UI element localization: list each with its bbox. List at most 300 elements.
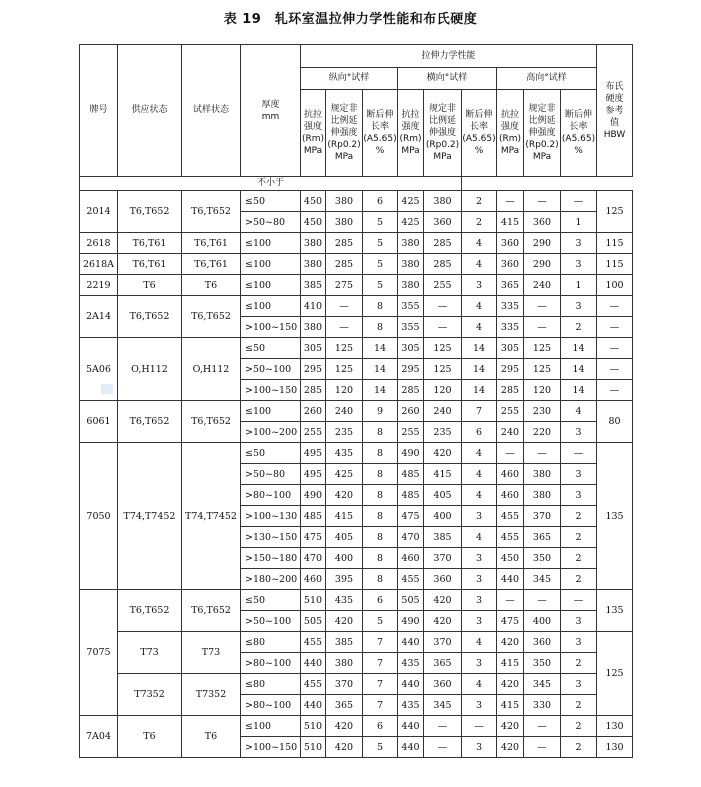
cell-high-rp: 380 bbox=[524, 485, 561, 506]
cell-long-rp: 275 bbox=[326, 275, 363, 296]
cell-high-rp: 230 bbox=[524, 401, 561, 422]
cell-high-a: — bbox=[561, 590, 597, 611]
cell-trans-rp: 360 bbox=[424, 569, 462, 590]
cell-trans-rp: 125 bbox=[424, 359, 462, 380]
cell-hbw: 125 bbox=[597, 632, 633, 716]
cell-trans-a: 14 bbox=[462, 380, 497, 401]
cell-supply-state: T6,T61 bbox=[118, 233, 182, 254]
cell-trans-a: 3 bbox=[462, 275, 497, 296]
cell-high-rm: 285 bbox=[497, 380, 524, 401]
cell-thickness: >130~150 bbox=[241, 527, 301, 548]
cell-high-rm: — bbox=[497, 191, 524, 212]
cell-long-a: 8 bbox=[363, 317, 398, 338]
cell-long-rm: 490 bbox=[301, 485, 326, 506]
cell-trans-a: 3 bbox=[462, 653, 497, 674]
table-row bbox=[80, 632, 633, 653]
cell-high-a: 2 bbox=[561, 548, 597, 569]
cell-high-rm: 460 bbox=[497, 485, 524, 506]
cell-thickness: >80~100 bbox=[241, 695, 301, 716]
cell-long-rm: 450 bbox=[301, 191, 326, 212]
cell-high-rm: 420 bbox=[497, 632, 524, 653]
table-row bbox=[80, 716, 633, 737]
cell-long-a: 8 bbox=[363, 296, 398, 317]
cell-high-rm: 255 bbox=[497, 401, 524, 422]
cell-high-rm: 305 bbox=[497, 338, 524, 359]
header-high: 高向°试样 bbox=[497, 68, 597, 90]
cell-long-rm: 440 bbox=[301, 695, 326, 716]
cell-long-rm: 295 bbox=[301, 359, 326, 380]
cell-long-rp: 435 bbox=[326, 590, 363, 611]
cell-long-a: 6 bbox=[363, 716, 398, 737]
cell-long-rm: 505 bbox=[301, 611, 326, 632]
cell-high-rm: 420 bbox=[497, 674, 524, 695]
cell-grade: 7A04 bbox=[80, 716, 118, 758]
header-longitudinal: 纵向°试样 bbox=[301, 68, 398, 90]
cell-high-rm: 415 bbox=[497, 653, 524, 674]
cell-grade: 7050 bbox=[80, 443, 118, 590]
header-rp: 规定非 比例延 伸强度 (Rp0.2) MPa bbox=[424, 90, 462, 177]
cell-high-rm: 450 bbox=[497, 548, 524, 569]
table-row bbox=[80, 338, 633, 359]
cell-long-rm: 380 bbox=[301, 233, 326, 254]
cell-trans-a: 3 bbox=[462, 506, 497, 527]
cell-grade: 2014 bbox=[80, 191, 118, 233]
cell-trans-rm: 380 bbox=[398, 275, 424, 296]
cell-long-a: 6 bbox=[363, 191, 398, 212]
cell-thickness: ≤100 bbox=[241, 296, 301, 317]
header-specimen: 试样状态 bbox=[182, 45, 241, 177]
cell-long-a: 7 bbox=[363, 674, 398, 695]
cell-long-a: 8 bbox=[363, 506, 398, 527]
cell-specimen-state: T6,T652 bbox=[182, 590, 241, 632]
cell-long-a: 8 bbox=[363, 443, 398, 464]
cell-supply-state: T6,T61 bbox=[118, 254, 182, 275]
cell-trans-rm: 435 bbox=[398, 653, 424, 674]
not-less-than-label: 不小于 bbox=[80, 177, 462, 191]
header-rm: 抗拉 强度 (Rm) MPa bbox=[301, 90, 326, 177]
cell-high-a: 3 bbox=[561, 464, 597, 485]
header-hbw: 布氏 硬度 参考 值 HBW bbox=[597, 45, 633, 177]
cell-thickness: >100~150 bbox=[241, 737, 301, 758]
cell-trans-a: 14 bbox=[462, 359, 497, 380]
cell-thickness: >100~150 bbox=[241, 317, 301, 338]
cell-trans-rp: 240 bbox=[424, 401, 462, 422]
cell-trans-rm: 305 bbox=[398, 338, 424, 359]
cell-thickness: ≤100 bbox=[241, 401, 301, 422]
cell-trans-a: 3 bbox=[462, 737, 497, 758]
cell-long-rm: 255 bbox=[301, 422, 326, 443]
cell-trans-a: 4 bbox=[462, 443, 497, 464]
cell-grade: 7075 bbox=[80, 590, 118, 716]
cell-supply-state: T6,T652 bbox=[118, 401, 182, 443]
cell-long-a: 7 bbox=[363, 653, 398, 674]
cell-trans-a: 7 bbox=[462, 401, 497, 422]
cell-trans-a: 14 bbox=[462, 338, 497, 359]
cell-trans-rm: 490 bbox=[398, 443, 424, 464]
cell-high-a: 14 bbox=[561, 338, 597, 359]
cell-high-rp: 125 bbox=[524, 338, 561, 359]
cell-grade: 5A06 bbox=[80, 338, 118, 401]
header-thickness: 厚度 mm bbox=[241, 45, 301, 177]
cell-high-a: 1 bbox=[561, 275, 597, 296]
cell-trans-rm: 355 bbox=[398, 317, 424, 338]
cell-high-rm: 240 bbox=[497, 422, 524, 443]
cell-trans-rm: 255 bbox=[398, 422, 424, 443]
cell-thickness: >50~80 bbox=[241, 464, 301, 485]
cell-trans-rm: 440 bbox=[398, 716, 424, 737]
cell-specimen-state: O,H112 bbox=[182, 338, 241, 401]
cell-high-rm: — bbox=[497, 590, 524, 611]
cell-high-rp: — bbox=[524, 716, 561, 737]
header-rm: 抗拉 强度 (Rm) MPa bbox=[398, 90, 424, 177]
cell-long-rp: 420 bbox=[326, 716, 363, 737]
cell-high-rm: 360 bbox=[497, 233, 524, 254]
cell-high-rp: 360 bbox=[524, 212, 561, 233]
cell-hbw: 130 bbox=[597, 737, 633, 758]
cell-long-a: 8 bbox=[363, 485, 398, 506]
cell-long-rp: — bbox=[326, 296, 363, 317]
cell-long-rm: 495 bbox=[301, 443, 326, 464]
cell-specimen-state: T6,T652 bbox=[182, 401, 241, 443]
cell-high-rm: 440 bbox=[497, 569, 524, 590]
header-rp: 规定非 比例延 伸强度 (Rp0.2) MPa bbox=[326, 90, 363, 177]
cell-trans-a: 4 bbox=[462, 674, 497, 695]
cell-hbw: 135 bbox=[597, 590, 633, 632]
table-row bbox=[80, 191, 633, 212]
cell-trans-rm: 485 bbox=[398, 464, 424, 485]
header-rp: 规定非 比例延 伸强度 (Rp0.2) MPa bbox=[524, 90, 561, 177]
cell-specimen-state: T6,T652 bbox=[182, 191, 241, 233]
cell-thickness: ≤50 bbox=[241, 443, 301, 464]
header-a: 断后伸 长率 (A5.65) % bbox=[561, 90, 597, 177]
cell-long-rp: 380 bbox=[326, 212, 363, 233]
cell-high-rp: 350 bbox=[524, 653, 561, 674]
cell-long-a: 8 bbox=[363, 422, 398, 443]
cell-hbw: 115 bbox=[597, 233, 633, 254]
cell-hbw: 115 bbox=[597, 254, 633, 275]
cell-hbw: — bbox=[597, 317, 633, 338]
cell-long-rm: 440 bbox=[301, 653, 326, 674]
cell-high-rm: 295 bbox=[497, 359, 524, 380]
cell-high-a: 3 bbox=[561, 611, 597, 632]
cell-long-rp: 240 bbox=[326, 401, 363, 422]
cell-high-a: 2 bbox=[561, 569, 597, 590]
cell-trans-rp: — bbox=[424, 296, 462, 317]
cell-grade: 2219 bbox=[80, 275, 118, 296]
cell-high-a: 3 bbox=[561, 674, 597, 695]
cell-high-a: 3 bbox=[561, 254, 597, 275]
cell-long-rm: 260 bbox=[301, 401, 326, 422]
cell-high-a: 4 bbox=[561, 401, 597, 422]
cell-thickness: ≤100 bbox=[241, 233, 301, 254]
cell-thickness: >180~200 bbox=[241, 569, 301, 590]
cell-supply-state: T6 bbox=[118, 275, 182, 296]
cell-trans-rp: 120 bbox=[424, 380, 462, 401]
cell-trans-a: 4 bbox=[462, 233, 497, 254]
table-row bbox=[80, 233, 633, 254]
cell-trans-rm: 485 bbox=[398, 485, 424, 506]
header-supply: 供应状态 bbox=[118, 45, 182, 177]
cell-high-a: 14 bbox=[561, 380, 597, 401]
cell-long-rp: 125 bbox=[326, 359, 363, 380]
cell-long-a: 6 bbox=[363, 590, 398, 611]
cell-long-rp: 365 bbox=[326, 695, 363, 716]
cell-long-rp: 120 bbox=[326, 380, 363, 401]
cell-trans-rm: 470 bbox=[398, 527, 424, 548]
header-a: 断后伸 长率 (A5.65) % bbox=[462, 90, 497, 177]
cell-thickness: >50~100 bbox=[241, 359, 301, 380]
cell-specimen-state: T73 bbox=[182, 632, 241, 674]
cell-thickness: ≤50 bbox=[241, 590, 301, 611]
cell-thickness: >50~100 bbox=[241, 611, 301, 632]
cell-hbw: — bbox=[597, 380, 633, 401]
cell-trans-rm: 435 bbox=[398, 695, 424, 716]
cell-trans-rp: 285 bbox=[424, 233, 462, 254]
cell-trans-rp: 360 bbox=[424, 212, 462, 233]
cell-supply-state: T74,T7452 bbox=[118, 443, 182, 590]
cell-long-rp: 380 bbox=[326, 653, 363, 674]
cell-long-rm: 470 bbox=[301, 548, 326, 569]
cell-specimen-state: T6,T61 bbox=[182, 254, 241, 275]
cell-hbw: — bbox=[597, 296, 633, 317]
table-title: 表 19 轧环室温拉伸力学性能和布氏硬度 bbox=[223, 12, 478, 27]
cell-thickness: >100~150 bbox=[241, 380, 301, 401]
cell-long-rp: 400 bbox=[326, 548, 363, 569]
cell-long-rm: 460 bbox=[301, 569, 326, 590]
cell-specimen-state: T6,T61 bbox=[182, 233, 241, 254]
cell-high-a: 3 bbox=[561, 233, 597, 254]
cell-high-rp: 125 bbox=[524, 359, 561, 380]
cell-high-rp: 290 bbox=[524, 233, 561, 254]
header-a: 断后伸 长率 (A5.65) % bbox=[363, 90, 398, 177]
cell-trans-a: 3 bbox=[462, 695, 497, 716]
cell-trans-rp: 255 bbox=[424, 275, 462, 296]
cell-high-rm: 455 bbox=[497, 506, 524, 527]
cell-thickness: ≤80 bbox=[241, 674, 301, 695]
table-row bbox=[80, 674, 633, 695]
cell-long-rm: 510 bbox=[301, 716, 326, 737]
table-row bbox=[80, 275, 633, 296]
cell-trans-a: 4 bbox=[462, 527, 497, 548]
cell-long-rp: 415 bbox=[326, 506, 363, 527]
cell-long-a: 14 bbox=[363, 380, 398, 401]
header-rm: 抗拉 强度 (Rm) MPa bbox=[497, 90, 524, 177]
cell-trans-rm: 380 bbox=[398, 254, 424, 275]
cell-high-rp: 120 bbox=[524, 380, 561, 401]
cell-high-rp: — bbox=[524, 191, 561, 212]
cell-thickness: ≤50 bbox=[241, 338, 301, 359]
cell-high-rm: — bbox=[497, 443, 524, 464]
cell-high-rp: 350 bbox=[524, 548, 561, 569]
cell-high-rp: 330 bbox=[524, 695, 561, 716]
cell-long-rm: 510 bbox=[301, 590, 326, 611]
cell-high-rm: 365 bbox=[497, 275, 524, 296]
cell-high-a: 1 bbox=[561, 212, 597, 233]
cell-high-rp: 290 bbox=[524, 254, 561, 275]
table-row bbox=[80, 590, 633, 611]
cell-trans-rp: 385 bbox=[424, 527, 462, 548]
cell-trans-rp: 345 bbox=[424, 695, 462, 716]
cell-long-a: 8 bbox=[363, 569, 398, 590]
cell-trans-rm: 490 bbox=[398, 611, 424, 632]
cell-supply-state: T73 bbox=[118, 632, 182, 674]
cell-high-rm: 420 bbox=[497, 737, 524, 758]
table-row bbox=[80, 443, 633, 464]
cell-long-rp: 420 bbox=[326, 611, 363, 632]
cell-trans-rp: 285 bbox=[424, 254, 462, 275]
cell-thickness: ≤100 bbox=[241, 254, 301, 275]
cell-long-a: 5 bbox=[363, 233, 398, 254]
header-tensile-group: 拉伸力学性能 bbox=[301, 45, 597, 68]
cell-trans-rm: 295 bbox=[398, 359, 424, 380]
cell-trans-rp: — bbox=[424, 317, 462, 338]
cell-specimen-state: T6 bbox=[182, 716, 241, 758]
cell-long-a: 14 bbox=[363, 338, 398, 359]
cell-long-rm: 305 bbox=[301, 338, 326, 359]
cell-trans-a: 4 bbox=[462, 485, 497, 506]
cell-high-a: 2 bbox=[561, 695, 597, 716]
cell-long-a: 8 bbox=[363, 464, 398, 485]
cell-high-a: 2 bbox=[561, 737, 597, 758]
cell-high-a: 3 bbox=[561, 296, 597, 317]
cell-trans-rm: 285 bbox=[398, 380, 424, 401]
cell-trans-rm: 460 bbox=[398, 548, 424, 569]
cell-trans-a: 3 bbox=[462, 569, 497, 590]
cell-trans-rm: 380 bbox=[398, 233, 424, 254]
cell-long-rm: 385 bbox=[301, 275, 326, 296]
cell-long-rp: 235 bbox=[326, 422, 363, 443]
cell-trans-rp: 420 bbox=[424, 443, 462, 464]
cell-high-rm: 360 bbox=[497, 254, 524, 275]
cell-high-a: 3 bbox=[561, 422, 597, 443]
cell-long-a: 7 bbox=[363, 632, 398, 653]
cell-supply-state: T6,T652 bbox=[118, 296, 182, 338]
cell-long-a: 5 bbox=[363, 212, 398, 233]
table-row bbox=[80, 296, 633, 317]
cell-high-rp: — bbox=[524, 737, 561, 758]
cell-long-a: 9 bbox=[363, 401, 398, 422]
cell-trans-rm: 455 bbox=[398, 569, 424, 590]
cell-trans-rp: 405 bbox=[424, 485, 462, 506]
cell-trans-rp: 380 bbox=[424, 191, 462, 212]
cell-long-rm: 450 bbox=[301, 212, 326, 233]
cell-hbw: 130 bbox=[597, 716, 633, 737]
cell-long-rp: — bbox=[326, 317, 363, 338]
cell-trans-rm: 425 bbox=[398, 191, 424, 212]
data-body bbox=[80, 191, 633, 758]
cell-high-rp: 220 bbox=[524, 422, 561, 443]
cell-trans-rp: 400 bbox=[424, 506, 462, 527]
cell-high-rm: 335 bbox=[497, 317, 524, 338]
cell-long-a: 14 bbox=[363, 359, 398, 380]
cell-thickness: >100~130 bbox=[241, 506, 301, 527]
cell-thickness: >100~200 bbox=[241, 422, 301, 443]
cell-hbw: 100 bbox=[597, 275, 633, 296]
cell-long-rp: 370 bbox=[326, 674, 363, 695]
cell-grade: 2618A bbox=[80, 254, 118, 275]
cell-long-rm: 475 bbox=[301, 527, 326, 548]
cell-trans-rm: 440 bbox=[398, 737, 424, 758]
cell-long-rm: 455 bbox=[301, 632, 326, 653]
cell-trans-a: 3 bbox=[462, 590, 497, 611]
cell-high-rp: 370 bbox=[524, 506, 561, 527]
cell-trans-a: 4 bbox=[462, 254, 497, 275]
cell-high-a: 2 bbox=[561, 653, 597, 674]
properties-table bbox=[79, 44, 633, 758]
cell-thickness: ≤100 bbox=[241, 716, 301, 737]
cell-thickness: >150~180 bbox=[241, 548, 301, 569]
cell-thickness: >80~100 bbox=[241, 653, 301, 674]
cell-long-rp: 420 bbox=[326, 737, 363, 758]
table-row bbox=[80, 401, 633, 422]
cell-trans-a: 2 bbox=[462, 191, 497, 212]
table-row bbox=[80, 254, 633, 275]
cell-supply-state: O,H112 bbox=[118, 338, 182, 401]
cell-trans-rm: 440 bbox=[398, 674, 424, 695]
cell-long-rm: 380 bbox=[301, 317, 326, 338]
cell-high-rp: 240 bbox=[524, 275, 561, 296]
cell-long-rp: 405 bbox=[326, 527, 363, 548]
cell-trans-a: 6 bbox=[462, 422, 497, 443]
cell-high-a: 3 bbox=[561, 632, 597, 653]
cell-hbw: — bbox=[597, 359, 633, 380]
cell-high-rp: 345 bbox=[524, 569, 561, 590]
cell-high-rm: 460 bbox=[497, 464, 524, 485]
cell-trans-rm: 505 bbox=[398, 590, 424, 611]
cell-long-rm: 285 bbox=[301, 380, 326, 401]
cell-high-a: 2 bbox=[561, 506, 597, 527]
cell-hbw: — bbox=[597, 338, 633, 359]
cell-thickness: ≤100 bbox=[241, 275, 301, 296]
cell-high-a: 3 bbox=[561, 485, 597, 506]
cell-long-a: 5 bbox=[363, 611, 398, 632]
cell-long-rp: 435 bbox=[326, 443, 363, 464]
cell-trans-a: 4 bbox=[462, 464, 497, 485]
cell-high-rm: 420 bbox=[497, 716, 524, 737]
cell-high-rp: 365 bbox=[524, 527, 561, 548]
cell-grade: 6061 bbox=[80, 401, 118, 443]
cell-long-rp: 380 bbox=[326, 191, 363, 212]
cell-long-rp: 385 bbox=[326, 632, 363, 653]
cell-long-a: 5 bbox=[363, 275, 398, 296]
cell-thickness: >80~100 bbox=[241, 485, 301, 506]
cell-trans-rp: — bbox=[424, 737, 462, 758]
cell-trans-a: 4 bbox=[462, 296, 497, 317]
header-transverse: 横向°试样 bbox=[398, 68, 497, 90]
header-grade: 牌号 bbox=[80, 45, 118, 177]
cell-high-a: — bbox=[561, 443, 597, 464]
cell-trans-a: 4 bbox=[462, 632, 497, 653]
cell-trans-a: 3 bbox=[462, 611, 497, 632]
cell-hbw: 80 bbox=[597, 401, 633, 443]
cell-trans-rp: 235 bbox=[424, 422, 462, 443]
cell-long-a: 8 bbox=[363, 527, 398, 548]
cell-long-rp: 395 bbox=[326, 569, 363, 590]
cell-hbw: 125 bbox=[597, 191, 633, 233]
cell-trans-rm: 475 bbox=[398, 506, 424, 527]
cell-supply-state: T7352 bbox=[118, 674, 182, 716]
cell-specimen-state: T74,T7452 bbox=[182, 443, 241, 590]
cell-long-rm: 510 bbox=[301, 737, 326, 758]
cell-high-rp: — bbox=[524, 590, 561, 611]
cell-high-a: 2 bbox=[561, 716, 597, 737]
cell-high-a: — bbox=[561, 191, 597, 212]
cell-long-rm: 380 bbox=[301, 254, 326, 275]
cell-trans-rp: 370 bbox=[424, 548, 462, 569]
cell-high-rm: 415 bbox=[497, 695, 524, 716]
cell-trans-rp: 360 bbox=[424, 674, 462, 695]
cell-high-a: 2 bbox=[561, 317, 597, 338]
